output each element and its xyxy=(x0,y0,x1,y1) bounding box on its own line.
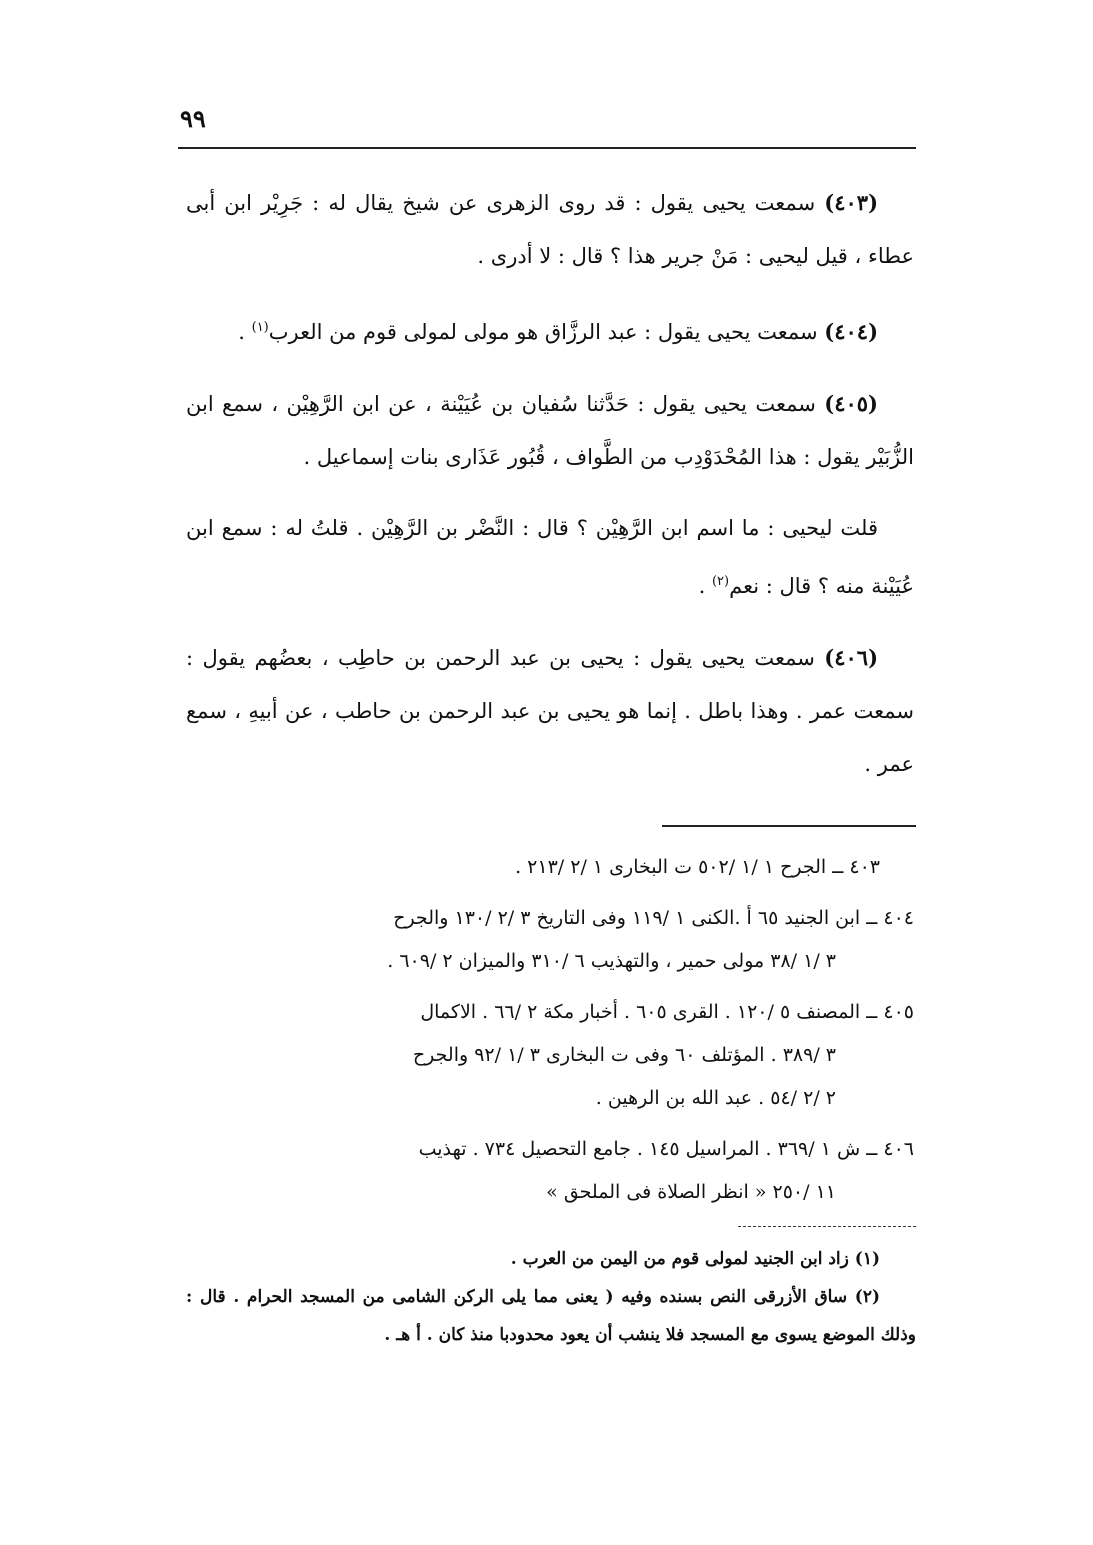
paragraph-number: (٤٠٦) xyxy=(824,645,878,670)
apparatus-entry-406 xyxy=(186,1128,914,1214)
paragraph-405-question xyxy=(186,502,914,613)
paragraph-text: سمعت يحيى يقول : عبد الرزَّاق هو مولى لمولى قوم من العرب xyxy=(268,320,818,344)
apparatus-line: ١١ /٢٥٠ « انظر الصلاة فى الملحق » xyxy=(546,1181,836,1203)
paragraph-text: سمعت يحيى يقول : قد روى الزهرى عن شيخ يقال له : جَرِيْر ابن أبى عطاء ، قيل ليحيى : مَنْ جرير هذا ؟ قال : لا أدرى . xyxy=(186,191,914,268)
footnote-ref: (٢) xyxy=(711,574,730,589)
paragraph-text: سمعت يحيى يقول : حَدَّثنا سُفيان بن عُيَيْنة ، عن ابن الرَّهِيْن ، سمع ابن الزُّبَيْر يقول : هذا المُحْدَوْدِب من الطَّواف ، قُبُور عَذَارى بنات إسماعيل . xyxy=(186,392,914,469)
apparatus-line: ٤٠٣ ــ الجرح ١ /١ /٥٠٢ ت البخارى ١ /٢ /٢١٣ . xyxy=(515,856,880,878)
apparatus xyxy=(186,846,914,1222)
paragraph-405 xyxy=(186,377,914,484)
apparatus-line: ٤٠٤ ــ ابن الجنيد ٦٥ أ .الكنى ١ /١١٩ وفى التاريخ ٣ /٢ /١٣٠ والجرح xyxy=(393,907,914,929)
paragraph-number: (٤٠٤) xyxy=(824,319,878,344)
apparatus-entry-405 xyxy=(186,991,914,1120)
header-rule xyxy=(178,147,916,149)
footnote-2: (٢) ساق الأزرقى النص بسنده وفيه ( يعنى مما يلى الركن الشامى من المسجد الحرام . قال : وذلك الموضع يسوى مع المسجد فلا ينشب أن يعود محدودبا منذ كان . أ هـ . xyxy=(186,1287,916,1345)
apparatus-line: ٣ /١ /٣٨ مولى حمير ، والتهذيب ٦ /٣١٠ والميزان ٢ /٦٠٩ . xyxy=(387,950,836,972)
apparatus-line: ٤٠٦ ــ ش ١ /٣٦٩ . المراسيل ١٤٥ . جامع التحصيل ٧٣٤ . تهذيب xyxy=(418,1138,914,1160)
footnote-1: (١) زاد ابن الجنيد لمولى قوم من اليمن من العرب . xyxy=(510,1249,880,1269)
main-text xyxy=(186,176,914,809)
paragraph-text: قلت ليحيى : ما اسم ابن الرَّهِيْن ؟ قال : النَّضْر بن الرَّهِيْن . قلتُ له : سمع ابن عُيَيْنة منه ؟ قال : نعم xyxy=(186,516,914,598)
apparatus-entry-403 xyxy=(186,846,914,889)
page-number: ٩٩ xyxy=(180,104,206,133)
paragraph-404 xyxy=(186,301,914,359)
paragraph-tail: . xyxy=(238,320,252,344)
paragraph-tail: . xyxy=(698,574,712,598)
paragraph-406 xyxy=(186,631,914,791)
paragraph-number: (٤٠٥) xyxy=(824,391,878,416)
footnote-ref: (١) xyxy=(251,320,269,335)
paragraph-text: سمعت يحيى يقول : يحيى بن عبد الرحمن بن حاطِب ، بعضُهم يقول : سمعت عمر . وهذا باطل . إنما هو يحيى بن عبد الرحمن بن حاطب ، عن أبيهِ ، سمع عمر . xyxy=(186,646,914,776)
paragraph-403 xyxy=(186,176,914,283)
apparatus-line: ٤٠٥ ــ المصنف ٥ /١٢٠ . القرى ٦٠٥ . أخبار مكة ٢ /٦٦ . الاكمال xyxy=(420,1001,914,1023)
footnote-rule xyxy=(738,1226,916,1227)
apparatus-line: ٢ /٢ /٥٤ . عبد الله بن الرهين . xyxy=(595,1087,836,1109)
paragraph-number: (٤٠٣) xyxy=(824,190,878,215)
apparatus-rule xyxy=(662,825,916,827)
apparatus-line: ٣ /٣٨٩ . المؤتلف ٦٠ وفى ت البخارى ٣ /١ /٩٢ والجرح xyxy=(412,1044,836,1066)
apparatus-entry-404 xyxy=(186,897,914,983)
footnotes xyxy=(186,1240,916,1354)
